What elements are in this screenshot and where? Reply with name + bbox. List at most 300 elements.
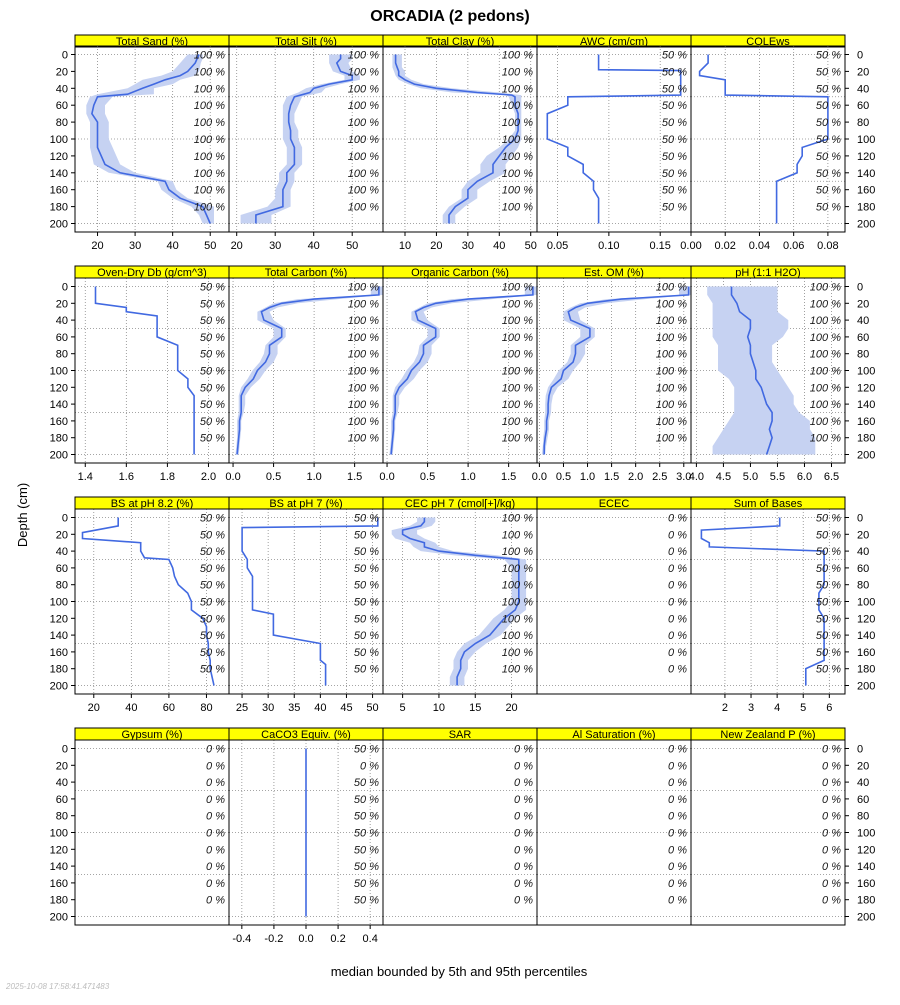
y-tick-label: 40: [857, 315, 870, 328]
y-tick-label: 160: [49, 877, 68, 890]
y-tick-label: 120: [857, 613, 876, 626]
x-tick-label: 1.5: [346, 471, 363, 483]
percent-label: 0 %: [206, 793, 225, 806]
y-tick-label: 100: [49, 134, 68, 146]
percent-label: 50 %: [661, 117, 687, 130]
y-tick-label: 40: [857, 83, 870, 96]
percent-label: 100 %: [193, 66, 225, 79]
percent-label: 0 %: [206, 760, 225, 773]
percent-label: 50 %: [353, 596, 379, 609]
percent-label: 100 %: [501, 49, 533, 62]
y-tick-label: 180: [857, 663, 876, 676]
percent-label: 50 %: [815, 663, 841, 676]
y-tick-label: 0: [61, 743, 68, 756]
y-tick-label: 160: [49, 184, 68, 197]
y-tick-label: 40: [55, 546, 68, 559]
x-tick-label: 20: [505, 702, 518, 714]
y-tick-label: 160: [49, 415, 68, 428]
y-tick-label: 60: [857, 100, 870, 113]
percent-label: 50 %: [353, 512, 379, 525]
x-tick-label: 45: [340, 702, 353, 714]
x-tick-label: 1.5: [500, 471, 517, 483]
percent-label: 50 %: [815, 49, 841, 62]
percent-label: 100 %: [501, 83, 533, 96]
percent-label: 100 %: [501, 546, 533, 559]
x-tick-label: 30: [128, 240, 142, 252]
y-tick-label: 0: [857, 281, 864, 294]
percent-label: 50 %: [199, 512, 225, 525]
percent-label: 100 %: [501, 201, 533, 214]
percent-label: 100 %: [501, 529, 533, 542]
x-tick-label: 25: [235, 702, 249, 714]
percent-label: 0 %: [514, 777, 533, 790]
percent-label: 100 %: [809, 399, 841, 412]
x-tick-label: 0.0: [298, 933, 314, 945]
x-tick-label: 30: [262, 702, 275, 714]
percent-label: 50 %: [815, 66, 841, 79]
percent-label: 50 %: [815, 117, 841, 130]
x-tick-label: 20: [87, 702, 100, 714]
x-tick-label: 30: [269, 240, 282, 252]
y-tick-label: 140: [857, 630, 876, 643]
x-tick-label: 5: [800, 702, 807, 714]
x-tick-label: 0.5: [265, 471, 282, 483]
percent-label: 0 %: [668, 512, 687, 525]
panel-title: BS at pH 7 (%): [269, 498, 343, 510]
panel-title: Total Silt (%): [275, 36, 337, 48]
percent-label: 100 %: [347, 49, 379, 62]
percent-label: 0 %: [514, 861, 533, 874]
y-tick-label: 60: [55, 562, 68, 575]
percent-label: 0 %: [822, 793, 841, 806]
percent-label: 0 %: [822, 777, 841, 790]
x-tick-label: 4.0: [688, 471, 705, 483]
percent-label: 0 %: [822, 844, 841, 857]
y-tick-label: 160: [857, 877, 876, 890]
y-tick-label: 100: [49, 827, 68, 840]
y-tick-label: 180: [49, 201, 68, 214]
y-tick-label: 120: [49, 150, 68, 163]
percent-label: 100 %: [655, 331, 687, 344]
percent-label: 100 %: [501, 281, 533, 294]
y-tick-label: 100: [49, 596, 68, 609]
x-tick-label: 40: [125, 702, 138, 714]
x-tick-label: 0.02: [714, 240, 736, 252]
x-tick-label: 50: [346, 240, 359, 252]
percent-label: 0 %: [206, 861, 225, 874]
x-tick-label: 20: [430, 240, 443, 252]
percent-label: 100 %: [193, 150, 225, 163]
percent-label: 50 %: [199, 298, 225, 311]
percent-label: 0 %: [822, 894, 841, 907]
percent-label: 50 %: [353, 777, 379, 790]
x-tick-label: 1.6: [118, 471, 134, 483]
panel-title: Oven-Dry Db (g/cm^3): [97, 267, 207, 279]
percent-label: 100 %: [501, 562, 533, 575]
percent-label: 50 %: [661, 83, 687, 96]
percent-label: 50 %: [815, 167, 841, 180]
percent-label: 100 %: [655, 432, 687, 445]
chart-title: ORCADIA (2 pedons): [370, 8, 530, 25]
percent-label: 100 %: [501, 348, 533, 361]
x-tick-label: 80: [200, 702, 213, 714]
panel-title: Total Carbon (%): [264, 267, 348, 279]
percent-label: 100 %: [655, 315, 687, 328]
percent-label: 100 %: [809, 365, 841, 378]
percent-label: 50 %: [815, 613, 841, 626]
percent-label: 50 %: [815, 546, 841, 559]
y-tick-label: 200: [49, 680, 68, 693]
percent-label: 100 %: [347, 281, 379, 294]
x-tick-label: 0.05: [546, 240, 569, 252]
percent-label: 50 %: [199, 432, 225, 445]
x-tick-label: -0.2: [264, 933, 284, 945]
x-tick-label: 0.4: [362, 933, 378, 945]
percent-label: 100 %: [809, 432, 841, 445]
y-tick-label: 180: [857, 894, 876, 907]
y-tick-label: 200: [857, 680, 876, 693]
percent-label: 0 %: [514, 810, 533, 823]
y-tick-label: 180: [49, 663, 68, 676]
y-axis-label: Depth (cm): [15, 482, 30, 548]
percent-label: 50 %: [353, 827, 379, 840]
percent-label: 0 %: [822, 827, 841, 840]
percent-label: 50 %: [353, 877, 379, 890]
percent-label: 100 %: [193, 83, 225, 96]
x-tick-label: 0.15: [649, 240, 671, 252]
percent-label: 0 %: [514, 844, 533, 857]
percent-label: 50 %: [353, 630, 379, 643]
percent-label: 100 %: [501, 415, 533, 428]
y-tick-label: 140: [857, 861, 876, 874]
percent-label: 100 %: [347, 100, 379, 113]
percent-label: 0 %: [668, 562, 687, 575]
x-tick-label: 1.8: [159, 471, 176, 483]
x-tick-label: 0.00: [680, 240, 702, 252]
y-tick-label: 120: [49, 613, 68, 626]
percent-label: 0 %: [668, 760, 687, 773]
percent-label: 100 %: [501, 298, 533, 311]
percent-label: 100 %: [501, 331, 533, 344]
timestamp: 2025-10-08 17:58:41.471483: [6, 982, 110, 991]
y-tick-label: 140: [49, 861, 68, 874]
y-tick-label: 60: [55, 100, 68, 113]
percent-label: 50 %: [199, 529, 225, 542]
percent-label: 50 %: [353, 844, 379, 857]
y-tick-label: 120: [857, 150, 876, 163]
panel-title: Gypsum (%): [121, 729, 183, 741]
x-tick-label: 2.5: [652, 471, 668, 483]
percent-label: 0 %: [668, 529, 687, 542]
x-tick-label: 35: [288, 702, 301, 714]
x-tick-label: 0.5: [419, 471, 436, 483]
y-tick-label: 160: [49, 646, 68, 659]
y-tick-label: 200: [49, 911, 68, 924]
x-tick-label: 0.06: [782, 240, 805, 252]
percent-label: 50 %: [815, 184, 841, 197]
percent-label: 0 %: [514, 877, 533, 890]
y-tick-label: 0: [61, 281, 68, 294]
percent-label: 50 %: [815, 646, 841, 659]
percent-label: 100 %: [655, 281, 687, 294]
percent-label: 0 %: [514, 793, 533, 806]
x-tick-label: 1.0: [306, 471, 322, 483]
panel-title: COLEws: [746, 36, 790, 48]
y-tick-label: 60: [857, 331, 870, 344]
percent-label: 100 %: [501, 117, 533, 130]
y-tick-label: 120: [49, 844, 68, 857]
y-tick-label: 140: [49, 167, 68, 180]
percent-label: 100 %: [655, 348, 687, 361]
percent-label: 50 %: [353, 646, 379, 659]
x-tick-label: 3: [747, 702, 755, 714]
y-tick-label: 160: [857, 646, 876, 659]
percent-label: 100 %: [655, 365, 687, 378]
percent-label: 100 %: [809, 331, 841, 344]
percent-label: 100 %: [347, 83, 379, 96]
y-tick-label: 80: [857, 117, 870, 130]
percent-label: 100 %: [501, 596, 533, 609]
percent-label: 100 %: [347, 150, 379, 163]
percent-label: 50 %: [199, 365, 225, 378]
x-tick-label: 40: [307, 240, 320, 252]
y-tick-label: 60: [55, 793, 68, 806]
percent-label: 50 %: [353, 579, 379, 592]
y-tick-label: 100: [857, 365, 876, 378]
percent-label: 0 %: [668, 663, 687, 676]
x-tick-label: 15: [469, 702, 482, 714]
x-tick-label: 5: [399, 702, 406, 714]
percent-label: 50 %: [199, 663, 225, 676]
percent-label: 100 %: [501, 66, 533, 79]
y-tick-label: 20: [55, 298, 68, 311]
y-tick-label: 80: [55, 117, 68, 130]
y-tick-label: 0: [61, 49, 68, 62]
x-tick-label: 1.5: [603, 471, 620, 483]
panel-title: New Zealand P (%): [720, 729, 816, 741]
y-tick-label: 180: [857, 201, 876, 214]
percent-label: 0 %: [514, 827, 533, 840]
percent-label: 50 %: [661, 150, 687, 163]
y-tick-label: 140: [49, 399, 68, 412]
percent-label: 100 %: [347, 432, 379, 445]
percent-label: 50 %: [199, 562, 225, 575]
percent-label: 100 %: [501, 399, 533, 412]
percent-label: 100 %: [809, 382, 841, 395]
percent-label: 50 %: [353, 562, 379, 575]
percent-label: 100 %: [501, 100, 533, 113]
percent-label: 100 %: [809, 415, 841, 428]
x-tick-label: 40: [166, 240, 179, 252]
y-tick-label: 200: [857, 911, 876, 924]
y-tick-label: 140: [857, 399, 876, 412]
x-tick-label: 40: [314, 702, 327, 714]
panel-title: Total Sand (%): [115, 36, 189, 48]
percent-label: 50 %: [353, 743, 379, 756]
x-tick-label: 10: [432, 702, 446, 714]
y-tick-label: 20: [55, 529, 68, 542]
percent-label: 100 %: [655, 298, 687, 311]
percent-label: 100 %: [501, 630, 533, 643]
percent-label: 50 %: [815, 150, 841, 163]
percent-label: 0 %: [668, 877, 687, 890]
percent-label: 100 %: [193, 134, 225, 146]
x-tick-label: 0.04: [748, 240, 771, 252]
percent-label: 0 %: [668, 630, 687, 643]
percent-label: 100 %: [501, 184, 533, 197]
percent-label: 50 %: [661, 134, 687, 146]
percent-label: 100 %: [809, 348, 841, 361]
percent-label: 100 %: [193, 167, 225, 180]
x-tick-label: 4: [774, 702, 781, 714]
y-tick-label: 180: [49, 894, 68, 907]
percent-label: 50 %: [815, 630, 841, 643]
panel-title: AWC (cm/cm): [579, 36, 649, 48]
percent-label: 0 %: [822, 760, 841, 773]
x-tick-label: 30: [461, 240, 474, 252]
percent-label: 100 %: [193, 117, 225, 130]
percent-label: 50 %: [815, 512, 841, 525]
percent-label: 50 %: [199, 579, 225, 592]
percent-label: 50 %: [353, 546, 379, 559]
y-tick-label: 40: [857, 546, 870, 559]
x-tick-label: 50: [204, 240, 217, 252]
panel-title: BS at pH 8.2 (%): [110, 498, 194, 510]
percent-label: 50 %: [199, 281, 225, 294]
percent-label: 50 %: [815, 562, 841, 575]
percent-label: 0 %: [668, 743, 687, 756]
percent-label: 100 %: [347, 167, 379, 180]
percent-label: 50 %: [661, 201, 687, 214]
percent-label: 0 %: [668, 777, 687, 790]
x-tick-label: 5.0: [742, 471, 759, 483]
percent-label: 100 %: [501, 134, 533, 146]
x-tick-label: 0.0: [531, 471, 548, 483]
percent-label: 100 %: [501, 579, 533, 592]
percent-label: 100 %: [501, 382, 533, 395]
percent-label: 0 %: [822, 861, 841, 874]
percent-label: 100 %: [501, 663, 533, 676]
percent-label: 50 %: [199, 399, 225, 412]
percent-label: 0 %: [514, 760, 533, 773]
percent-label: 100 %: [655, 399, 687, 412]
y-tick-label: 20: [857, 529, 870, 542]
y-tick-label: 80: [55, 348, 68, 361]
x-tick-label: 0.5: [555, 471, 572, 483]
x-tick-label: 6: [826, 702, 833, 714]
percent-label: 0 %: [668, 613, 687, 626]
y-tick-label: 160: [857, 415, 876, 428]
panel-title: pH (1:1 H2O): [735, 267, 801, 279]
x-tick-label: 0.10: [598, 240, 620, 252]
percent-label: 0 %: [514, 894, 533, 907]
y-tick-label: 200: [49, 449, 68, 462]
percent-label: 50 %: [353, 793, 379, 806]
percent-label: 100 %: [347, 184, 379, 197]
y-tick-label: 140: [857, 167, 876, 180]
percent-label: 0 %: [206, 810, 225, 823]
y-tick-label: 100: [857, 827, 876, 840]
percent-label: 0 %: [668, 861, 687, 874]
x-tick-label: 5.5: [769, 471, 786, 483]
percent-label: 50 %: [199, 596, 225, 609]
y-tick-label: 0: [857, 49, 864, 62]
percent-label: 50 %: [815, 201, 841, 214]
panel-title: CaCO3 Equiv. (%): [261, 729, 351, 741]
y-tick-label: 140: [49, 630, 68, 643]
y-tick-label: 60: [857, 562, 870, 575]
x-tick-label: 1.0: [579, 471, 596, 483]
x-tick-label: -0.4: [232, 933, 252, 945]
y-tick-label: 80: [857, 810, 870, 823]
percent-label: 50 %: [661, 184, 687, 197]
percent-label: 50 %: [353, 861, 379, 874]
percent-label: 100 %: [193, 184, 225, 197]
percent-label: 50 %: [353, 810, 379, 823]
percent-label: 100 %: [193, 49, 225, 62]
percent-label: 100 %: [655, 382, 687, 395]
percent-label: 50 %: [199, 415, 225, 428]
y-tick-label: 80: [857, 348, 870, 361]
panel-title: Al Saturation (%): [572, 729, 656, 741]
percent-label: 0 %: [668, 827, 687, 840]
percent-label: 100 %: [347, 348, 379, 361]
percent-label: 50 %: [199, 315, 225, 328]
x-tick-label: 6.0: [796, 471, 813, 483]
x-tick-label: 60: [162, 702, 176, 714]
percent-label: 50 %: [199, 382, 225, 395]
y-tick-label: 40: [55, 315, 68, 328]
panel-title: CEC pH 7 (cmol[+]/kg): [404, 498, 516, 510]
percent-label: 100 %: [501, 150, 533, 163]
percent-label: 0 %: [206, 743, 225, 756]
percent-label: 100 %: [347, 117, 379, 130]
y-tick-label: 0: [857, 512, 864, 525]
percent-label: 100 %: [655, 415, 687, 428]
panel-title: ECEC: [598, 498, 630, 510]
y-tick-label: 80: [55, 579, 68, 592]
percent-label: 0 %: [668, 546, 687, 559]
y-tick-label: 160: [857, 184, 876, 197]
panel-title: Organic Carbon (%): [411, 267, 509, 279]
percent-label: 100 %: [501, 432, 533, 445]
percent-label: 100 %: [501, 365, 533, 378]
y-tick-label: 120: [49, 382, 68, 395]
percent-label: 100 %: [501, 613, 533, 626]
percent-label: 50 %: [199, 646, 225, 659]
x-tick-label: 10: [398, 240, 412, 252]
percent-label: 0 %: [822, 743, 841, 756]
percent-label: 50 %: [661, 100, 687, 113]
x-axis-label: median bounded by 5th and 95th percentiles: [330, 964, 588, 979]
x-tick-label: 4.5: [715, 471, 732, 483]
percent-label: 0 %: [668, 844, 687, 857]
y-tick-label: 40: [55, 777, 68, 790]
x-tick-label: 1.4: [77, 471, 93, 483]
percent-label: 100 %: [809, 298, 841, 311]
percent-label: 100 %: [347, 201, 379, 214]
y-tick-label: 40: [857, 777, 870, 790]
x-tick-label: 50: [366, 702, 379, 714]
percent-label: 100 %: [347, 315, 379, 328]
x-tick-label: 0.08: [817, 240, 839, 252]
percent-label: 100 %: [809, 315, 841, 328]
percent-label: 0 %: [668, 894, 687, 907]
percent-label: 100 %: [193, 201, 225, 214]
percent-label: 50 %: [661, 49, 687, 62]
percent-label: 50 %: [353, 894, 379, 907]
percent-label: 0 %: [668, 646, 687, 659]
